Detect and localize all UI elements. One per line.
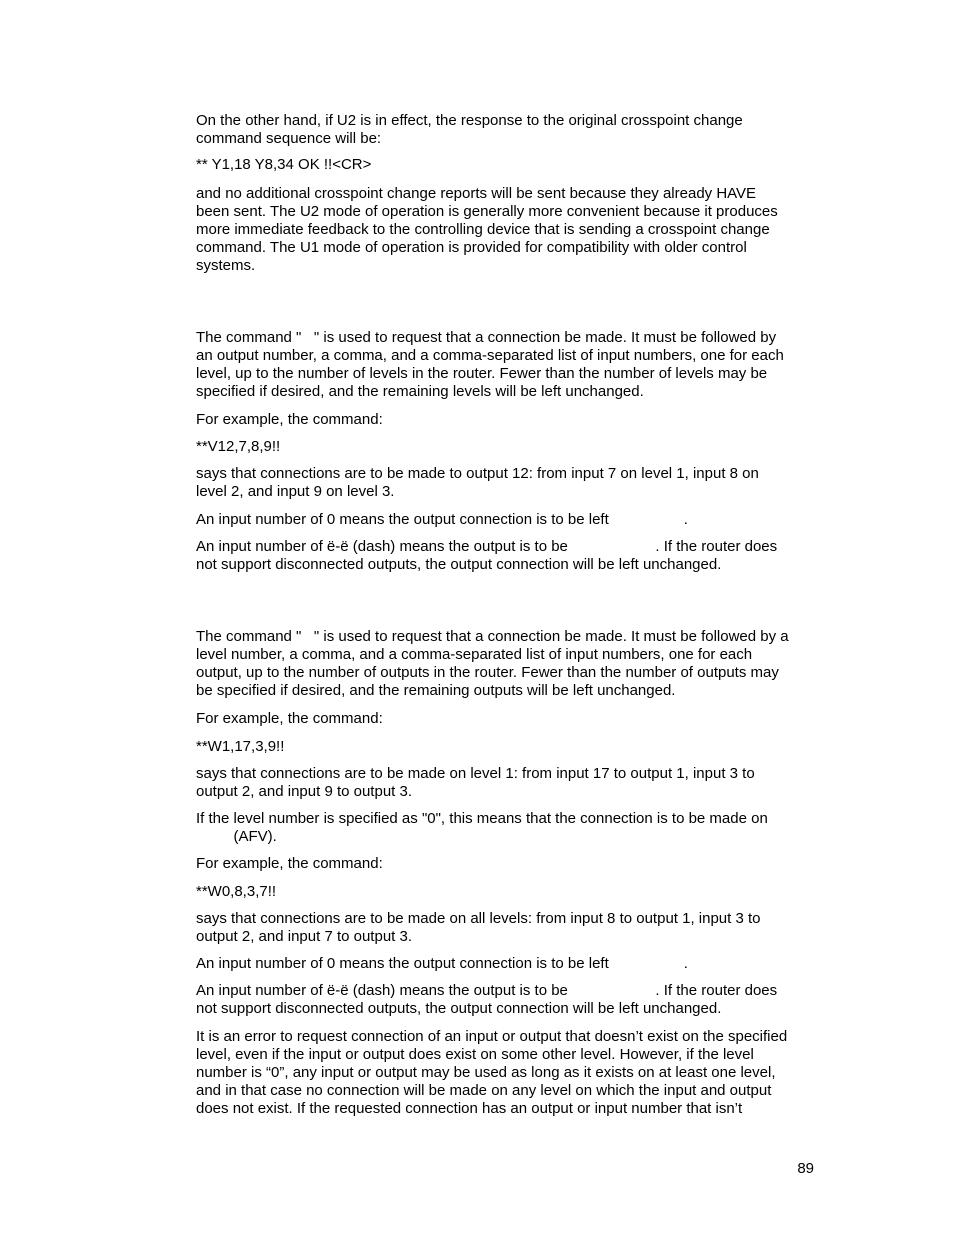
page-number: 89 [797, 1160, 814, 1177]
code-v-example: **V12,7,8,9!! [196, 438, 281, 455]
paragraph-w-input-zero: An input number of 0 means the output connection is to be left . [196, 955, 688, 972]
paragraph-example-intro-2: For example, the command: [196, 710, 383, 727]
paragraph-w-command: The command " " is used to request that a connection be made. It must be followed by a level number, a comma, and a comma-separated list of input numbers, one for each output, up to the number of outputs in the router. Fewer than the number of outputs may be specified if desired, and the remaining outputs will be left unchanged. [196, 628, 789, 699]
code-w0-example: **W0,8,3,7!! [196, 883, 277, 900]
paragraph-v-input-zero: An input number of 0 means the output connection is to be left . [196, 511, 688, 528]
paragraph-v-input-dash: An input number of ë-ë (dash) means the output is to be . If the router does not support disconnected outputs, the output connection will be left unchanged. [196, 538, 778, 573]
paragraph-w-input-dash: An input number of ë-ë (dash) means the output is to be . If the router does not support disconnected outputs, the output connection will be left unchanged. [196, 982, 778, 1017]
paragraph-example-intro-1: For example, the command: [196, 411, 383, 428]
paragraph-w0-example-explanation: says that connections are to be made on all levels: from input 8 to output 1, input 3 to output 2, and input 7 to output 3. [196, 910, 761, 945]
code-w-example: **W1,17,3,9!! [196, 738, 285, 755]
paragraph-w-example-explanation: says that connections are to be made on level 1: from input 17 to output 1, input 3 to output 2, and input 9 to output 3. [196, 765, 755, 800]
paragraph-u2-response: On the other hand, if U2 is in effect, the response to the original crosspoint change command sequence will be: [196, 112, 743, 147]
paragraph-v-example-explanation: says that connections are to be made to output 12: from input 7 on level 1, input 8 on level 2, and input 9 on level 3. [196, 465, 759, 500]
paragraph-error-conditions: It is an error to request connection of an input or output that doesn’t exist on the specified level, even if the input or output does exist on some other level. However, if the level number is “0”, any input or output may be used as long as it exists on at least one level, and in that case no connection will be made on any level on which the input and output does not exist. If the requested connection has an output or input number that isn’t [196, 1028, 788, 1117]
code-y-response: ** Y1,18 Y8,34 OK !!<CR> [196, 156, 372, 173]
paragraph-example-intro-3: For example, the command: [196, 855, 383, 872]
paragraph-level-zero: If the level number is specified as "0", this means that the connection is to be made on (AFV). [196, 810, 768, 845]
paragraph-u2-explanation: and no additional crosspoint change reports will be sent because they already HAVE been sent. The U2 mode of operation is generally more convenient because it produces more immediate feedback to the controlling device that is sending a crosspoint change command. The U1 mode of operation is provided for compatibility with older control systems. [196, 185, 778, 274]
paragraph-v-command: The command " " is used to request that a connection be made. It must be followed by an output number, a comma, and a comma-separated list of input numbers, one for each level, up to the number of levels in the router. Fewer than the number of levels may be specified if desired, and the remaining levels will be left unchanged. [196, 329, 784, 400]
